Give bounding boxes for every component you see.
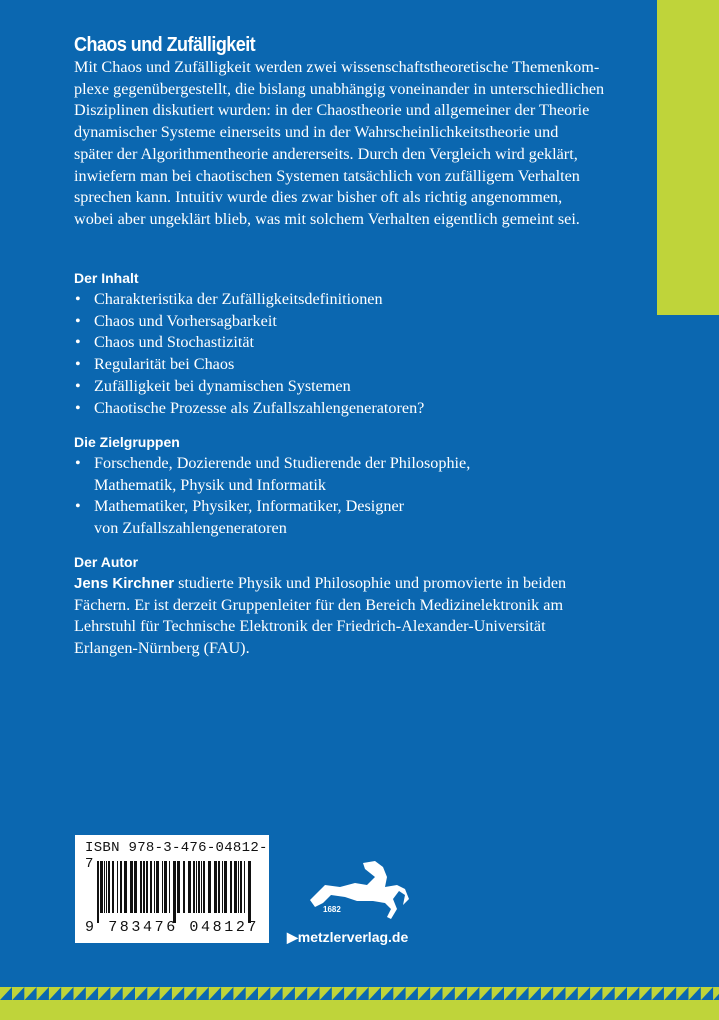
- barcode-bar: [134, 861, 137, 913]
- text-line: Fächern. Er ist derzeit Gruppenleiter für den Bereich Medizinelektronik am: [74, 595, 564, 614]
- barcode-bar: [224, 861, 227, 913]
- text-line: inwiefern man bei chaotischen Systemen tatsächlich von zufälligem Verhalten: [74, 166, 580, 185]
- barcode-bar: [201, 861, 202, 913]
- list-item: [74, 496, 470, 539]
- barcode-bar: [208, 861, 211, 913]
- green-bottom-band: [0, 1000, 719, 1020]
- text-line: später der Algorithmentheorie andererseits. Durch den Vergleich wird geklärt,: [74, 144, 578, 163]
- text-line: Lehrstuhl für Technische Elektronik der Friedrich-Alexander-Universität: [74, 617, 546, 636]
- text-line: Mathematik, Physik und Informatik: [94, 475, 326, 494]
- barcode-bar: [198, 861, 200, 913]
- barcode-bar: [150, 861, 152, 913]
- list-item: • Charakteristika der Zufälligkeitsdefinitionen: [74, 289, 424, 311]
- barcode-bar: [146, 861, 148, 913]
- text-line: Erlangen-Nürnberg (FAU).: [74, 639, 250, 658]
- barcode-bar: [169, 861, 170, 913]
- text-line: Mit Chaos und Zufälligkeit werden zwei wissenschaftstheoretische Themenkom-: [74, 58, 600, 76]
- text-line: von Zufallszahlengeneratoren: [94, 519, 287, 538]
- inhalt-heading: Der Inhalt: [74, 270, 139, 286]
- text-line: plexe gegenübergestellt, die bislang unabhängig voneinander in unterschiedlichen: [74, 79, 605, 98]
- autor-paragraph: [74, 573, 654, 660]
- text-line: wobei aber ungeklärt blieb, was mit solchem Verhalten eigentlich gemeint sei.: [74, 209, 580, 228]
- list-item: • Chaos und Stochastizität: [74, 332, 424, 354]
- text-line: • Mathematiker, Physiker, Informatiker, Designer: [94, 497, 405, 516]
- green-accent-strip: [657, 0, 719, 315]
- text-line: • Forschende, Dozierende und Studierende der Philosophie,: [94, 454, 471, 472]
- triangle-pattern-border: [0, 987, 719, 1000]
- book-title: Chaos und Zufälligkeit: [74, 34, 256, 56]
- barcode-bar: [143, 861, 145, 913]
- barcode-bar: [238, 861, 239, 913]
- barcode-bar: [230, 861, 232, 913]
- barcode-bar: [188, 861, 191, 913]
- list-item: • Regularität bei Chaos: [74, 354, 424, 376]
- barcode-bar: [222, 861, 223, 913]
- barcode-bar: [193, 861, 195, 913]
- text-line: dynamischer Systeme einerseits und in der Wahrscheinlichkeitstheorie und: [74, 123, 559, 142]
- publisher-year: 1682: [323, 905, 341, 914]
- barcode-bar: [162, 861, 163, 913]
- barcode-bar: [214, 861, 217, 913]
- inhalt-list: [74, 289, 424, 419]
- barcode-bar: [120, 861, 122, 913]
- barcode-bar: [164, 861, 167, 913]
- author-name: Jens Kirchner: [74, 575, 175, 592]
- barcode-bar: [140, 861, 142, 913]
- barcode-bar: [117, 861, 118, 913]
- barcode-bar: [112, 861, 114, 913]
- zielgruppen-heading: Die Zielgruppen: [74, 434, 180, 450]
- barcode-bar: [124, 861, 127, 913]
- barcode-bar: [183, 861, 185, 913]
- barcode-bar: [240, 861, 242, 913]
- barcode-bar: [203, 861, 205, 913]
- barcode-bar: [97, 861, 99, 923]
- text-line: sprechen kann. Intuitiv wurde dies zwar bisher oft als richtig angenommen,: [74, 188, 563, 207]
- barcode: [97, 861, 252, 923]
- text-line: Disziplinen diskutiert wurden: in der Chaostheorie und allgemeiner der Theorie: [74, 101, 590, 120]
- barcode-bar: [156, 861, 159, 913]
- text-line: [74, 573, 654, 595]
- barcode-bar: [218, 861, 220, 913]
- list-item: • Chaotische Prozesse als Zufallszahlengeneratoren?: [74, 398, 424, 420]
- publisher-url[interactable]: ▶metzlerverlag.de: [287, 929, 409, 945]
- barcode-bar: [234, 861, 237, 913]
- barcode-bar: [154, 861, 155, 913]
- intro-paragraph: [74, 57, 654, 231]
- zielgruppen-list: [74, 453, 470, 540]
- isbn-number: ISBN 978-3-476-04812-7: [85, 840, 268, 872]
- text-span: studierte Physik und Philosophie und promovierte in beiden: [174, 574, 567, 592]
- barcode-bar: [108, 861, 110, 913]
- barcode-bar: [248, 861, 251, 923]
- barcode-bar: [100, 861, 103, 913]
- list-item: • Chaos und Vorhersagbarkeit: [74, 311, 424, 333]
- barcode-bar: [104, 861, 105, 913]
- barcode-bar: [173, 861, 176, 923]
- barcode-bar: [177, 861, 180, 913]
- list-item: • Zufälligkeit bei dynamischen Systemen: [74, 376, 424, 398]
- autor-heading: Der Autor: [74, 554, 139, 570]
- isbn-barcode-box: [75, 835, 269, 943]
- barcode-bar: [196, 861, 197, 913]
- barcode-bar: [106, 861, 107, 913]
- list-item: [74, 453, 470, 496]
- barcode-bar: [244, 861, 245, 913]
- barcode-digits: 9 783476 048127: [85, 919, 260, 936]
- barcode-bar: [130, 861, 133, 913]
